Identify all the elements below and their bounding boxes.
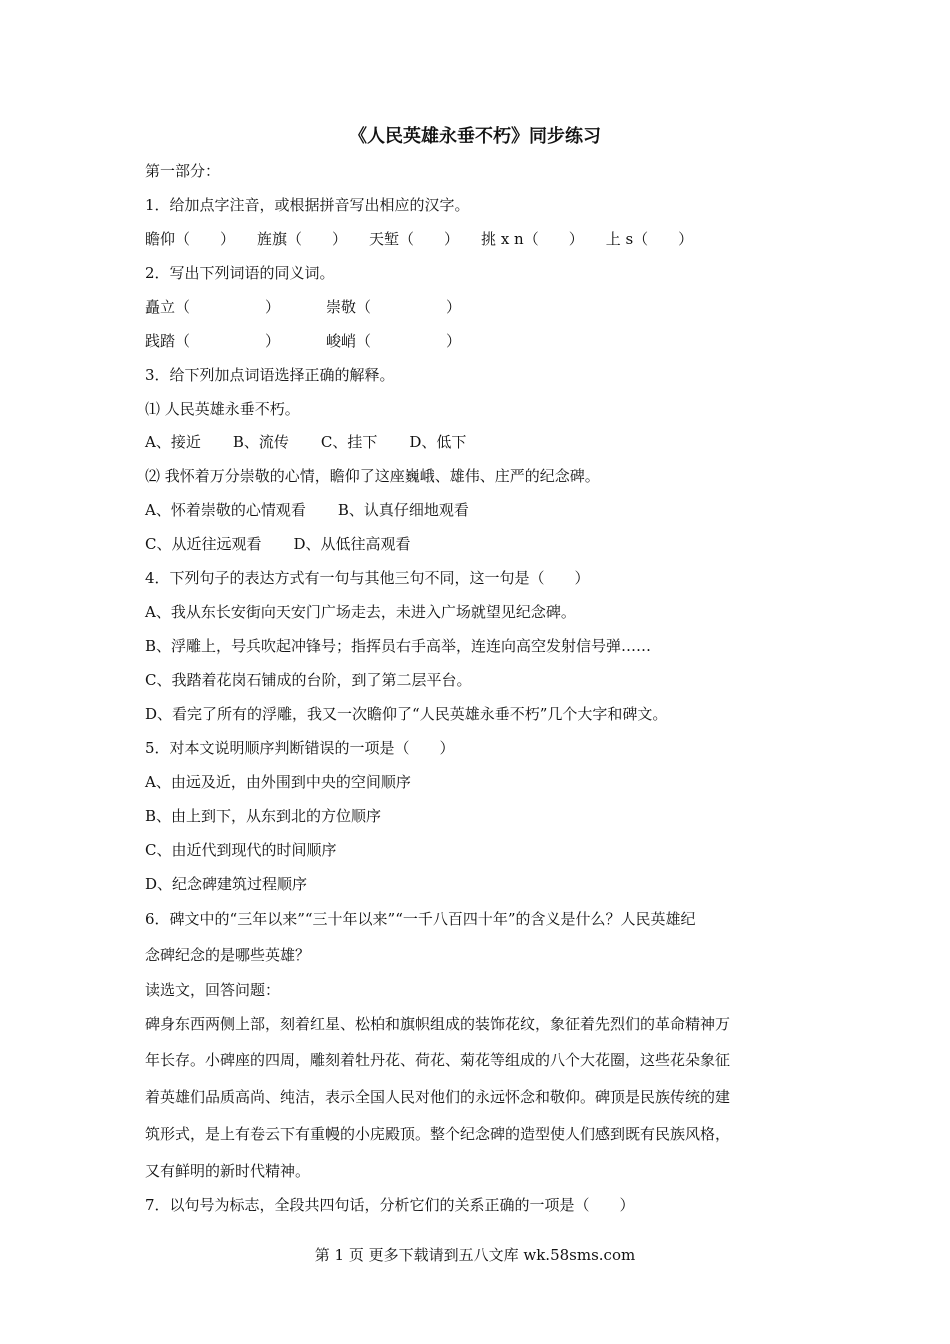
question-1-items <box>145 228 815 250</box>
question-5-option-b: B、由上到下，从东到北的方位顺序 <box>145 807 382 825</box>
option: A、怀着崇敬的心情观看 <box>145 501 306 519</box>
option: B、流传 <box>232 433 289 451</box>
question-3-sentence-2: ⑵ 我怀着万分崇敬的心情，瞻仰了这座巍峨、雄伟、庄严的纪念碑。 <box>145 467 600 485</box>
question-5-option-a: A、由远及近，由外围到中央的空间顺序 <box>145 773 411 791</box>
question-5-option-c: C、由近代到现代的时间顺序 <box>145 841 337 859</box>
option: C、挂下 <box>320 433 378 451</box>
question-3-stem: 3．给下列加点词语选择正确的解释。 <box>145 366 395 384</box>
question-1-stem: 1．给加点字注音，或根据拼音写出相应的汉字。 <box>145 196 470 214</box>
option: B、认真仔细地观看 <box>337 501 469 519</box>
option: D、从低往高观看 <box>293 535 411 553</box>
question-3-options-2 <box>145 499 815 521</box>
document-title: 《人民英雄永垂不朽》同步练习 <box>349 126 601 147</box>
question-5-option-d: D、纪念碑建筑过程顺序 <box>145 875 308 893</box>
reading-paragraph-line: 筑形式，是上有卷云下有重幔的小庑殿顶。整个纪念碑的造型使人们感到既有民族风格， <box>145 1125 731 1143</box>
q1-item: 天堑（ ） <box>369 230 460 248</box>
option: A、接近 <box>145 433 201 451</box>
reading-intro: 读选文，回答问题： <box>145 981 281 999</box>
q1-item: 挑 x n（ ） <box>481 230 584 248</box>
q1-item: 旌旗（ ） <box>257 230 348 248</box>
question-2-row <box>145 296 815 318</box>
question-2-stem: 2．写出下列词语的同义词。 <box>145 264 335 282</box>
q2-item: 崇敬（ ） <box>326 298 462 316</box>
question-4-option-d: D、看完了所有的浮雕，我又一次瞻仰了“人民英雄永垂不朽”几个大字和碑文。 <box>145 705 668 723</box>
q2-item: 矗立（ ） <box>145 298 281 316</box>
reading-paragraph-line: 碑身东西两侧上部，刻着红星、松柏和旗帜组成的装饰花纹，象征着先烈们的革命精神万 <box>145 1015 731 1033</box>
question-3-options-3 <box>145 533 815 555</box>
question-3-sentence-1: ⑴ 人民英雄永垂不朽。 <box>145 400 300 418</box>
option: D、低下 <box>409 433 467 451</box>
question-7-stem: 7．以句号为标志，全段共四句话，分析它们的关系正确的一项是（ ） <box>145 1196 635 1214</box>
question-4-option-c: C、我踏着花岗石铺成的台阶，到了第二层平台。 <box>145 671 472 689</box>
question-4-option-b: B、浮雕上，号兵吹起冲锋号；指挥员右手高举，连连向高空发射信号弹…… <box>145 637 652 655</box>
q2-item: 峻峭（ ） <box>326 332 462 350</box>
page-footer: 第 1 页 更多下载请到五八文库 wk.58sms.com <box>314 1246 636 1264</box>
question-4-stem: 4．下列句子的表达方式有一句与其他三句不同，这一句是（ ） <box>145 569 590 587</box>
question-5-stem: 5．对本文说明顺序判断错误的一项是（ ） <box>145 739 455 757</box>
question-4-option-a: A、我从东长安街向天安门广场走去，未进入广场就望见纪念碑。 <box>145 603 576 621</box>
question-6-line-1: 6．碑文中的“三年以来”“三十年以来”“一千八百四十年”的含义是什么？人民英雄纪 <box>145 910 696 928</box>
reading-paragraph-line: 着英雄们品质高尚、纯洁，表示全国人民对他们的永远怀念和敬仰。碑顶是民族传统的建 <box>145 1088 731 1106</box>
reading-paragraph-line: 年长存。小碑座的四周，雕刻着牡丹花、荷花、菊花等组成的八个大花圈，这些花朵象征 <box>145 1051 731 1069</box>
option: C、从近往远观看 <box>145 535 262 553</box>
q2-item: 践踏（ ） <box>145 332 281 350</box>
question-2-row <box>145 330 815 352</box>
part-heading: 第一部分： <box>145 162 221 180</box>
question-6-line-2: 念碑纪念的是哪些英雄？ <box>145 946 311 964</box>
question-3-options-1 <box>145 431 815 453</box>
q1-item: 瞻仰（ ） <box>145 230 236 248</box>
q1-item: 上 s（ ） <box>605 230 694 248</box>
reading-paragraph-line: 又有鲜明的新时代精神。 <box>145 1162 311 1180</box>
